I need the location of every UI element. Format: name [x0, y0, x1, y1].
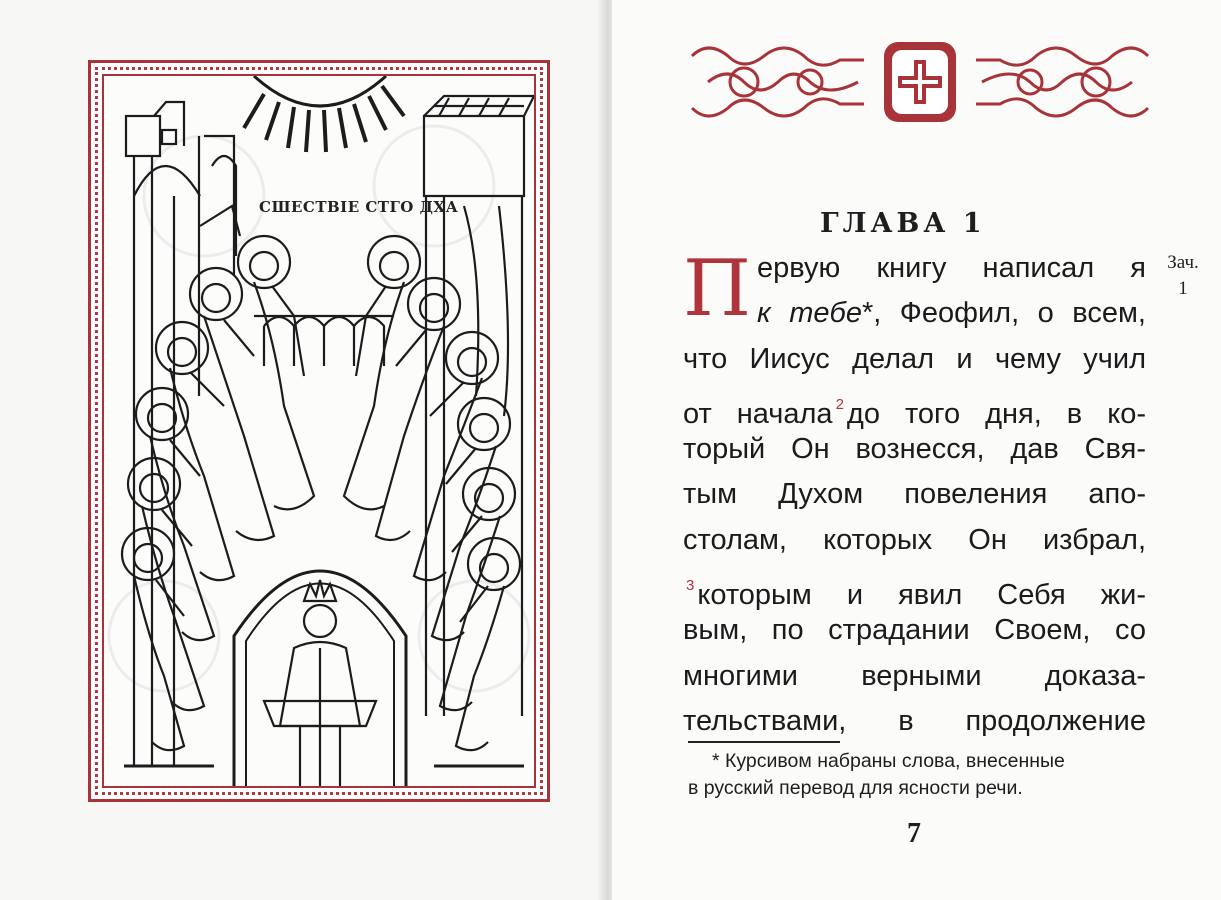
- text-run: вым, по страдании Своем, со: [683, 614, 1146, 647]
- text-run: тельствами, в продолжение: [683, 704, 1146, 737]
- reading-marker-label: Зач.: [1167, 252, 1199, 273]
- text-run: от начала: [683, 397, 833, 430]
- icon-line-art: [104, 76, 536, 788]
- text-line: [683, 518, 1146, 563]
- text-line: [683, 472, 1146, 517]
- drop-cap: П: [683, 244, 752, 334]
- footnote-line: * Курсивом набраны слова, внесенные: [712, 750, 1065, 772]
- verse-number: 3: [686, 577, 695, 595]
- text-run: многими верными доказа-: [683, 659, 1146, 692]
- text-run: до того дня, в ко-: [846, 397, 1146, 430]
- italic-insert: к тебе: [757, 297, 862, 330]
- text-line: [683, 427, 1146, 472]
- text-run: которым и явил Себя жи-: [697, 579, 1146, 612]
- text-line: [683, 699, 1146, 744]
- text-line: [683, 563, 1146, 612]
- left-page: [0, 0, 608, 900]
- reading-marker: [1158, 250, 1208, 302]
- icon-illustration-frame: [88, 60, 550, 802]
- header-ornament: [688, 36, 1152, 128]
- pentecost-icon-illustration: [102, 74, 536, 788]
- icon-inscription: СШЕСТВІЕ СТГО ДХА: [259, 198, 459, 216]
- text-run: *, Феофил, о всем,: [861, 297, 1146, 330]
- page-number: 7: [907, 818, 921, 849]
- footnote-line: в русский перевод для ясности речи.: [688, 777, 1023, 799]
- text-line: [683, 382, 1146, 430]
- text-line: [683, 608, 1146, 653]
- reading-marker-number: 1: [1178, 278, 1188, 299]
- chapter-body-text: [683, 246, 1146, 744]
- text-line: [683, 291, 1146, 336]
- text-run: тым Духом повеления апо-: [683, 478, 1146, 511]
- text-run: столам, которых Он избрал,: [683, 523, 1146, 556]
- text-run: торый Он вознесся, дав Свя-: [683, 433, 1146, 466]
- text-run: ервую книгу написал я: [757, 252, 1146, 284]
- text-line: [683, 654, 1146, 699]
- verse-number: 2: [835, 395, 844, 413]
- text-line: [683, 337, 1146, 382]
- footnote: [688, 748, 1148, 802]
- chapter-heading: ГЛАВА 1: [820, 208, 986, 239]
- text-line: [683, 246, 1146, 291]
- text-run: что Иисус делал и чему учил: [683, 342, 1146, 375]
- footnote-rule: [688, 741, 840, 743]
